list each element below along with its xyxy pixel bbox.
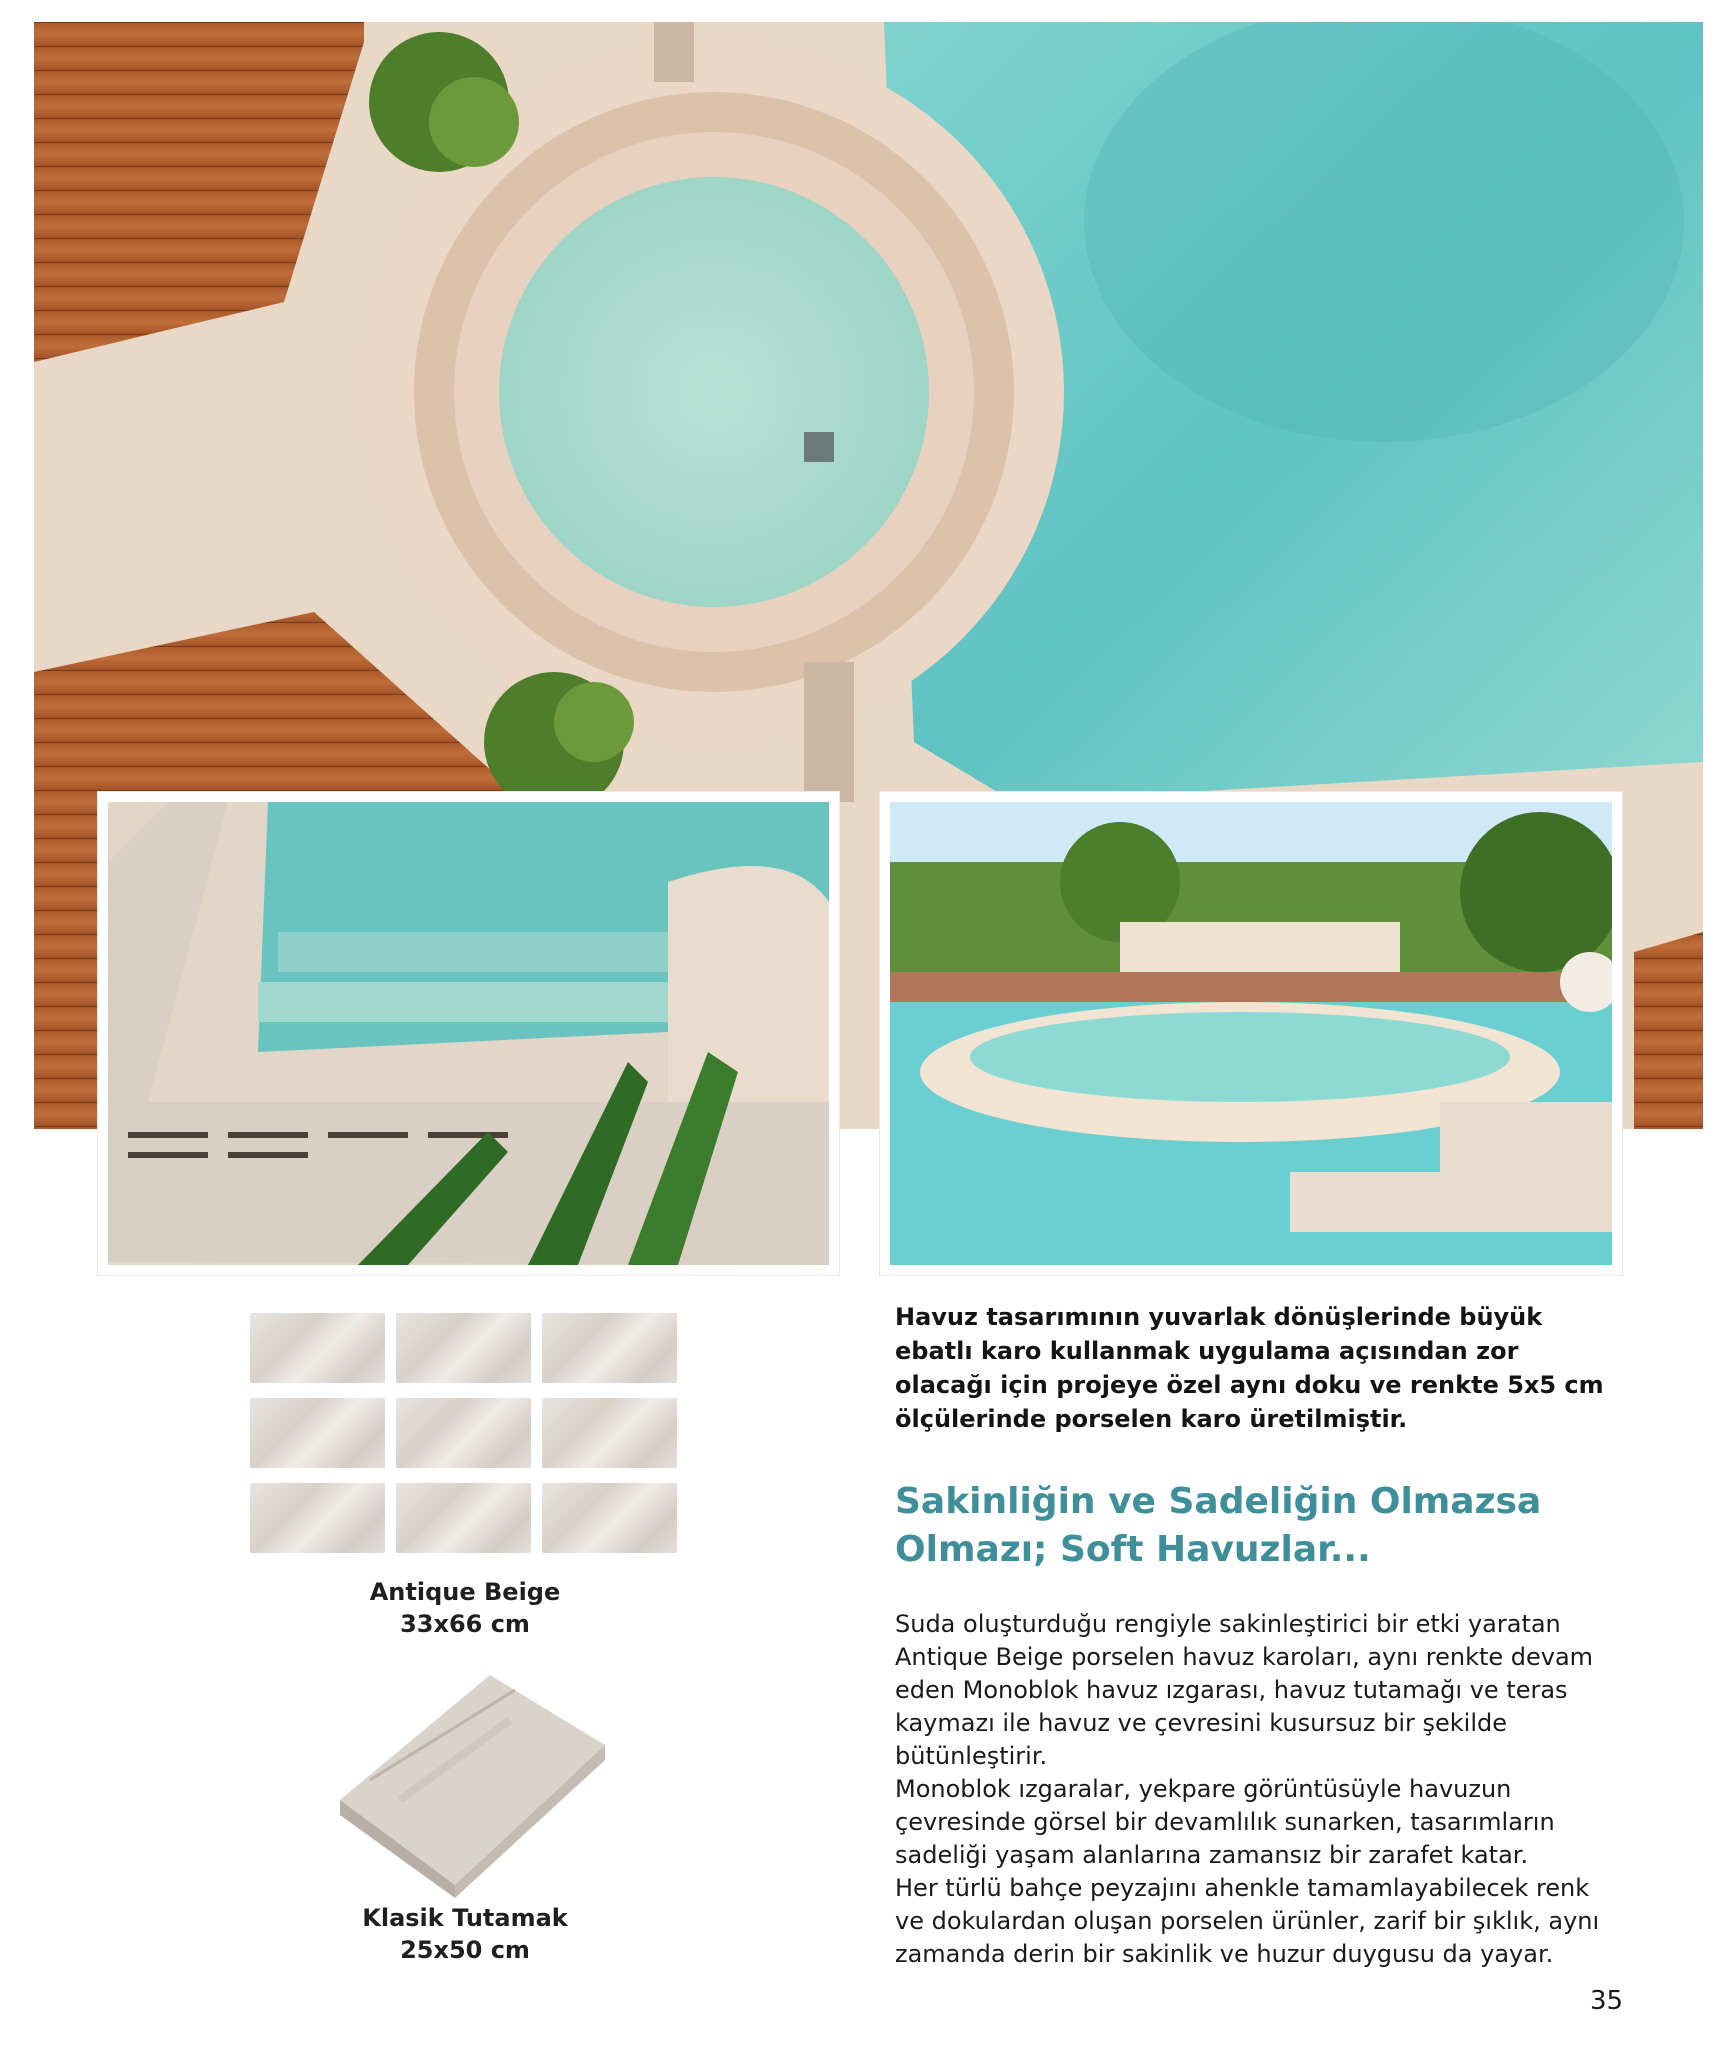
tile-swatch [542, 1313, 677, 1383]
tile-size: 33x66 cm [400, 1610, 530, 1638]
pool-steps-photo [98, 792, 839, 1275]
pool-handle-image [340, 1670, 610, 1900]
tile-swatch [396, 1313, 531, 1383]
section-heading [895, 1478, 1615, 1574]
handle-size: 25x50 cm [400, 1936, 530, 1964]
tile-swatch [542, 1483, 677, 1553]
tile-swatch [396, 1483, 531, 1553]
tile-swatch [250, 1313, 385, 1383]
body-paragraph-1: Suda oluşturduğu rengiyle sakinleştirici bir etki yaratan Antique Beige porselen havuz karoları, aynı renkte devam eden Monoblok havuz ızgarası, havuz tutamağı ve teras kaymazı ile havuz ve çevresini kusursuz bir şekilde bütünleştirir. [895, 1610, 1594, 1770]
round-spa-photo [880, 792, 1622, 1275]
handle-caption [330, 1902, 600, 1966]
tile-swatch [250, 1483, 385, 1553]
body-text [895, 1608, 1615, 1971]
handle-name: Klasik Tutamak [362, 1904, 568, 1932]
body-paragraph-3: Her türlü bahçe peyzajını ahenkle tamamlayabilecek renk ve dokulardan oluşan porselen ürünler, zarif bir şıklık, aynı zamanda derin bir sakinlik ve huzur duygusu da yayar. [895, 1874, 1600, 1968]
tile-name: Antique Beige [369, 1578, 561, 1606]
tile-swatch-grid [250, 1313, 680, 1553]
tile-caption [330, 1576, 600, 1640]
heading-line-2: Olmazı; Soft Havuzlar... [895, 1529, 1371, 1570]
page-number: 35 [1590, 1986, 1624, 2016]
heading-line-1: Sakinliğin ve Sadeliğin Olmazsa [895, 1481, 1542, 1522]
intro-paragraph: Havuz tasarımının yuvarlak dönüşlerinde büyük ebatlı karo kullanmak uygulama açısından zor olacağı için projeye özel aynı doku ve renkte 5x5 cm ölçülerinde porselen karo üretilmiştir. [895, 1303, 1604, 1433]
tile-swatch [250, 1398, 385, 1468]
tile-swatch [396, 1398, 531, 1468]
body-paragraph-2: Monoblok ızgaralar, yekpare görüntüsüyle havuzun çevresinde görsel bir devamlılık sunarken, tasarımların sadeliği yaşam alanlarına zamansız bir zarafet katar. [895, 1775, 1555, 1869]
round-spa-illustration [890, 802, 1612, 1265]
pool-handle-illustration [340, 1670, 610, 1900]
tile-swatch [542, 1398, 677, 1468]
pool-steps-illustration [108, 802, 829, 1265]
